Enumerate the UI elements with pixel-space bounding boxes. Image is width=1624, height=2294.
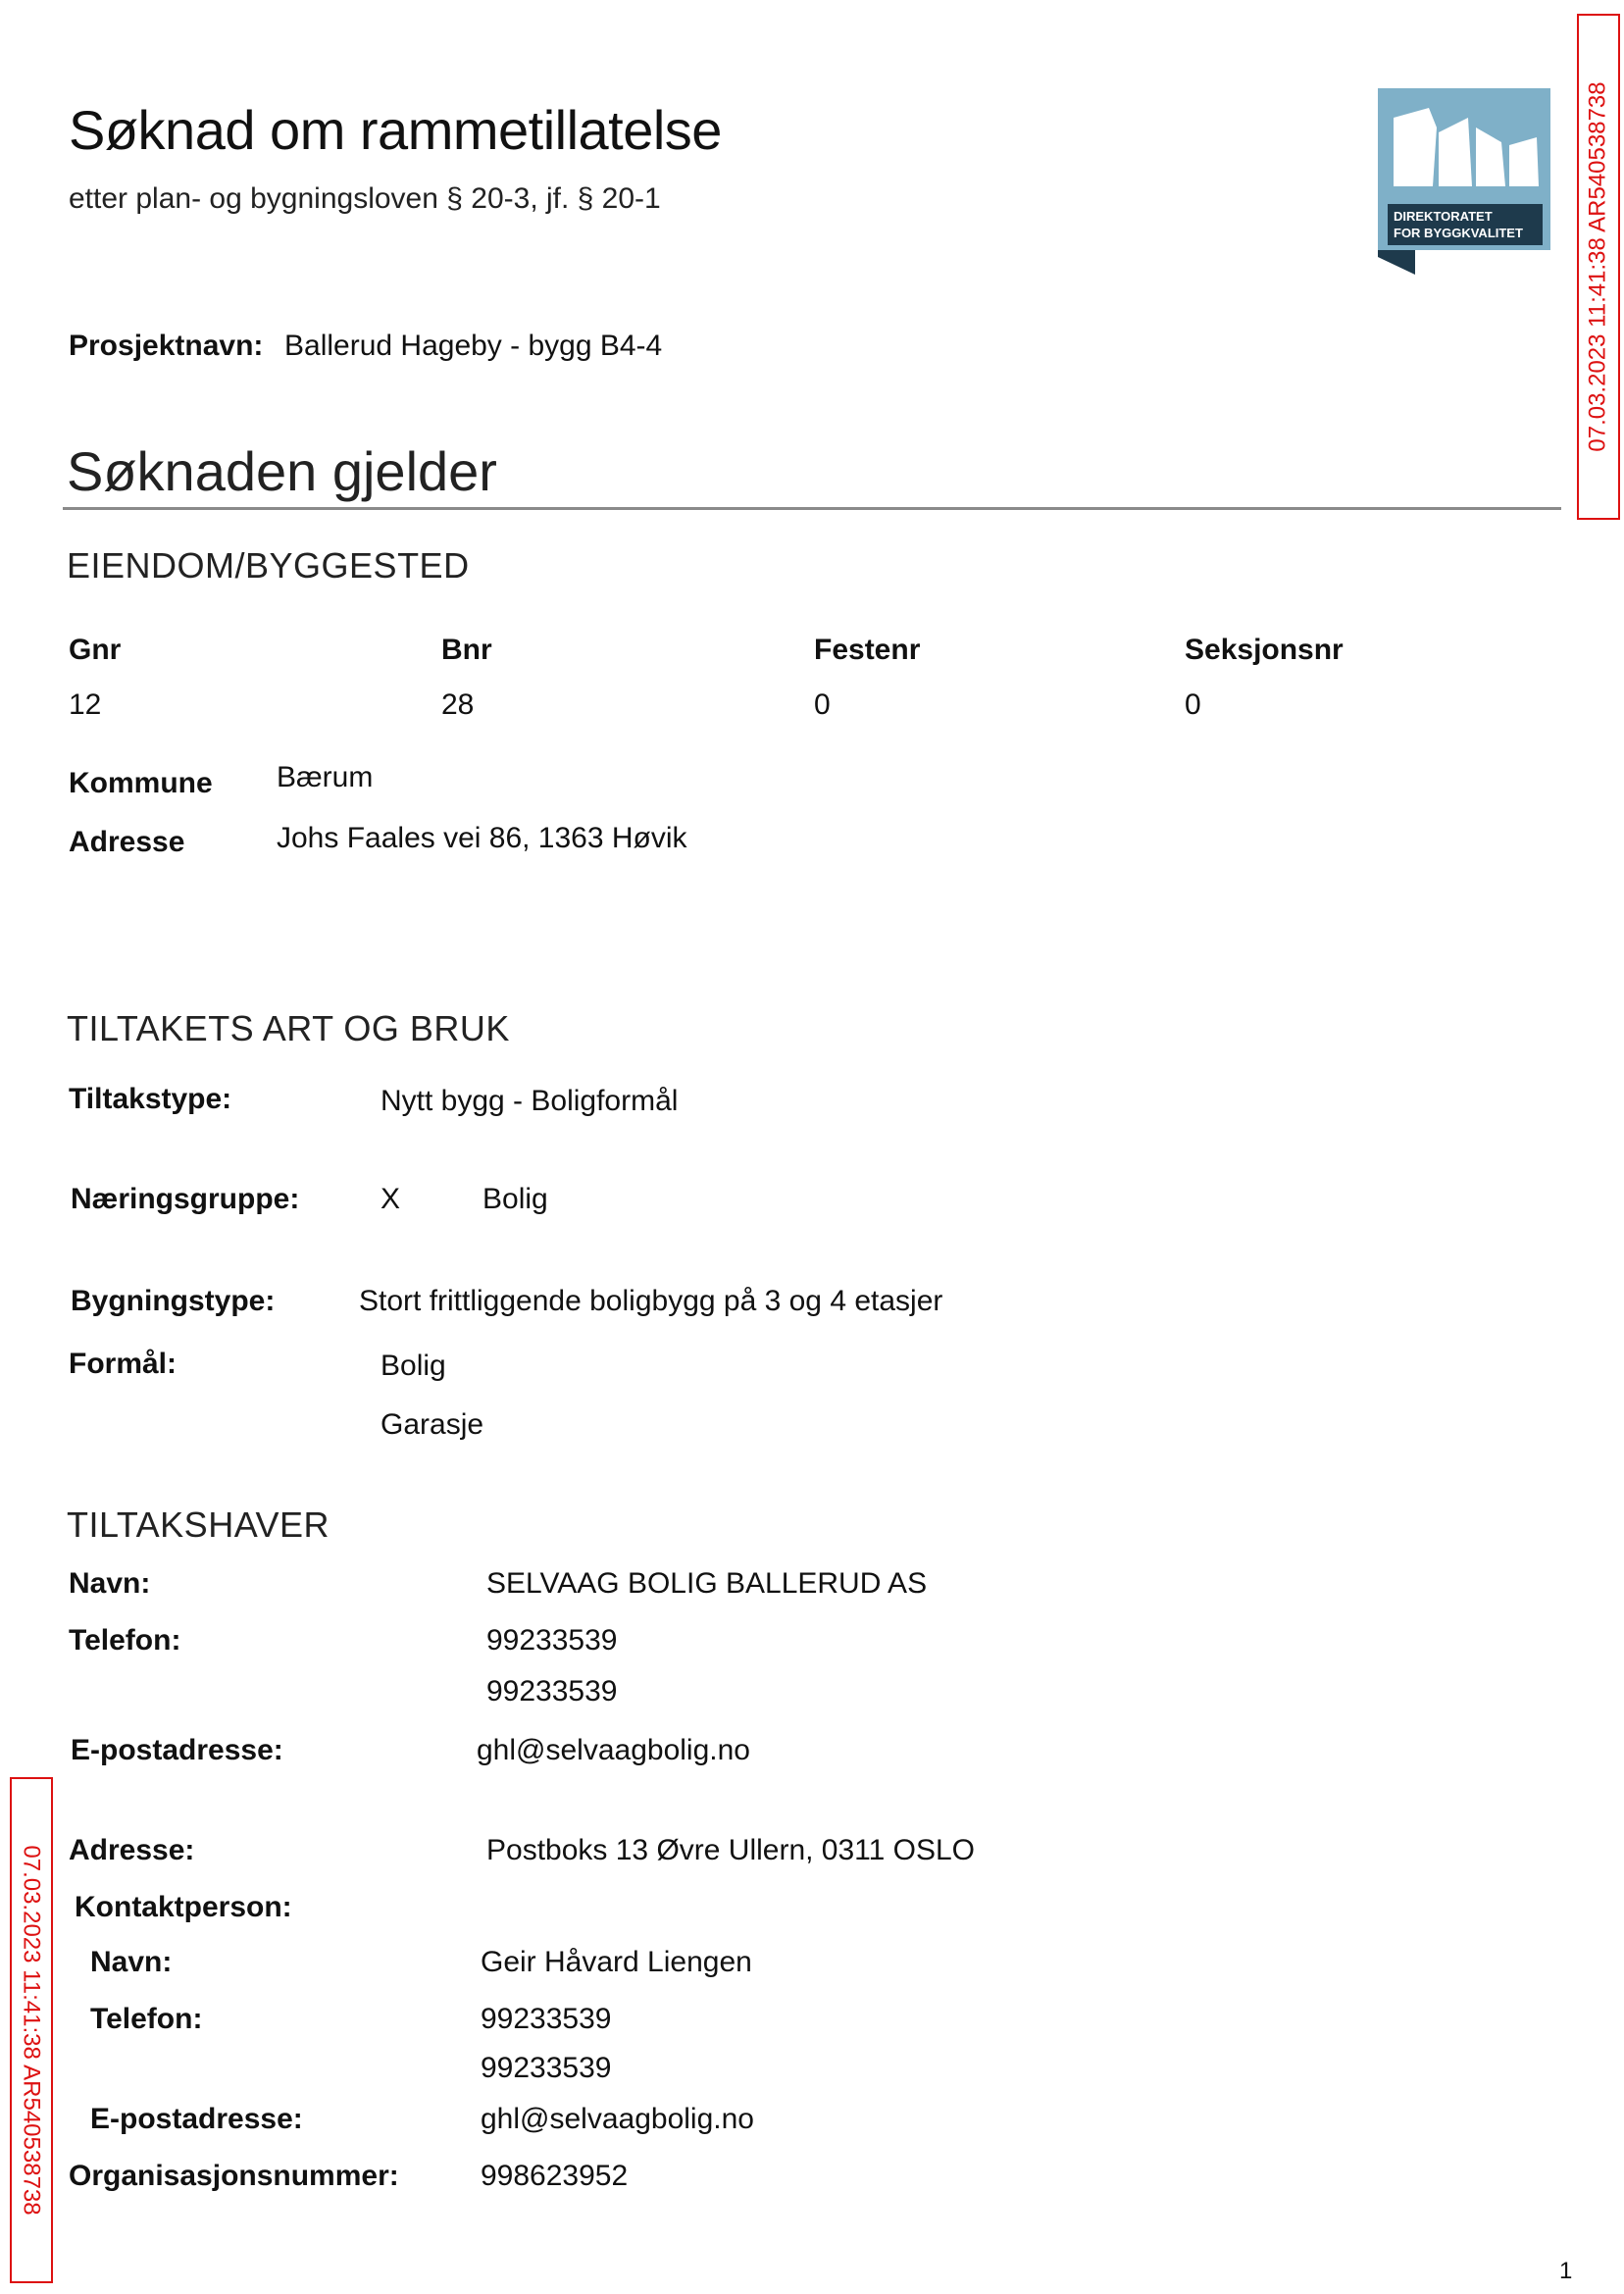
- kommune-label: Kommune: [69, 767, 213, 799]
- adresse-label: Adresse: [69, 826, 185, 858]
- receipt-stamp-top: [1577, 14, 1620, 520]
- dibk-logo: [1378, 88, 1550, 275]
- kontakt-telefon-2: 99233539: [481, 2052, 612, 2084]
- logo-text-line2: FOR BYGGKVALITET: [1394, 226, 1523, 240]
- naeringsgruppe-code: X: [381, 1183, 401, 1215]
- orgnr-label: Organisasjonsnummer:: [69, 2160, 399, 2192]
- formal-value-1: Bolig: [381, 1350, 446, 1382]
- section-divider: [63, 507, 1561, 510]
- logo-text-line1: DIREKTORATET: [1394, 209, 1493, 224]
- tiltakshaver-telefon-2: 99233539: [486, 1675, 618, 1708]
- gnr-label: Gnr: [69, 634, 122, 666]
- kontakt-epost: ghl@selvaagbolig.no: [481, 2103, 754, 2135]
- document-subtitle: etter plan- og bygningsloven § 20-3, jf. § 20-1: [69, 182, 661, 215]
- tiltakshaver-adresse-label: Adresse:: [69, 1834, 195, 1866]
- adresse-value: Johs Faales vei 86, 1363 Høvik: [277, 822, 687, 854]
- kontakt-epost-label: E-postadresse:: [90, 2103, 303, 2135]
- eiendom-heading: EIENDOM/BYGGESTED: [67, 545, 470, 586]
- bnr-value: 28: [441, 688, 475, 721]
- kontakt-navn-label: Navn:: [90, 1946, 173, 1978]
- festenr-value: 0: [814, 688, 831, 721]
- tiltakstype-label: Tiltakstype:: [69, 1083, 232, 1115]
- formal-label: Formål:: [69, 1348, 178, 1380]
- bnr-label: Bnr: [441, 634, 492, 666]
- tiltakshaver-adresse: Postboks 13 Øvre Ullern, 0311 OSLO: [486, 1834, 976, 1866]
- bygningstype-label: Bygningstype:: [71, 1285, 276, 1317]
- tiltakshaver-navn-label: Navn:: [69, 1567, 151, 1600]
- orgnr-value: 998623952: [481, 2160, 629, 2192]
- formal-value-2: Garasje: [381, 1408, 484, 1441]
- tiltakstype-value: Nytt bygg - Boligformål: [381, 1085, 679, 1117]
- seksjonsnr-value: 0: [1185, 688, 1201, 721]
- tiltak-heading: TILTAKETS ART OG BRUK: [67, 1008, 510, 1048]
- naeringsgruppe-value: Bolig: [482, 1183, 548, 1215]
- stamp-text: 07.03.2023 11:41:38 AR540538738: [19, 1845, 45, 2216]
- seksjonsnr-label: Seksjonsnr: [1185, 634, 1344, 666]
- project-name: Ballerud Hageby - bygg B4-4: [284, 330, 663, 362]
- tiltakshaver-epost: ghl@selvaagbolig.no: [477, 1734, 750, 1766]
- kontakt-telefon-1: 99233539: [481, 2003, 612, 2035]
- tiltakshaver-heading: TILTAKSHAVER: [67, 1504, 330, 1545]
- page-number: 1: [1559, 2258, 1573, 2284]
- stamp-text: 07.03.2023 11:41:38 AR540538738: [1585, 81, 1611, 452]
- kontaktperson-label: Kontaktperson:: [75, 1891, 292, 1923]
- tiltakshaver-telefon-1: 99233539: [486, 1624, 618, 1657]
- bygningstype-value: Stort frittliggende boligbygg på 3 og 4 etasjer: [359, 1285, 943, 1317]
- kontakt-telefon-label: Telefon:: [90, 2003, 203, 2035]
- gnr-value: 12: [69, 688, 102, 721]
- festenr-label: Festenr: [814, 634, 921, 666]
- project-label: Prosjektnavn:: [69, 330, 264, 362]
- tiltakshaver-navn: SELVAAG BOLIG BALLERUD AS: [486, 1567, 928, 1600]
- naeringsgruppe-label: Næringsgruppe:: [71, 1183, 300, 1215]
- kontakt-navn: Geir Håvard Liengen: [481, 1946, 752, 1978]
- document-title: Søknad om rammetillatelse: [69, 99, 722, 161]
- section-title: Søknaden gjelder: [67, 440, 497, 502]
- receipt-stamp-bottom: [10, 1777, 53, 2283]
- kommune-value: Bærum: [277, 761, 374, 793]
- tiltakshaver-telefon-label: Telefon:: [69, 1624, 181, 1657]
- tiltakshaver-epost-label: E-postadresse:: [71, 1734, 283, 1766]
